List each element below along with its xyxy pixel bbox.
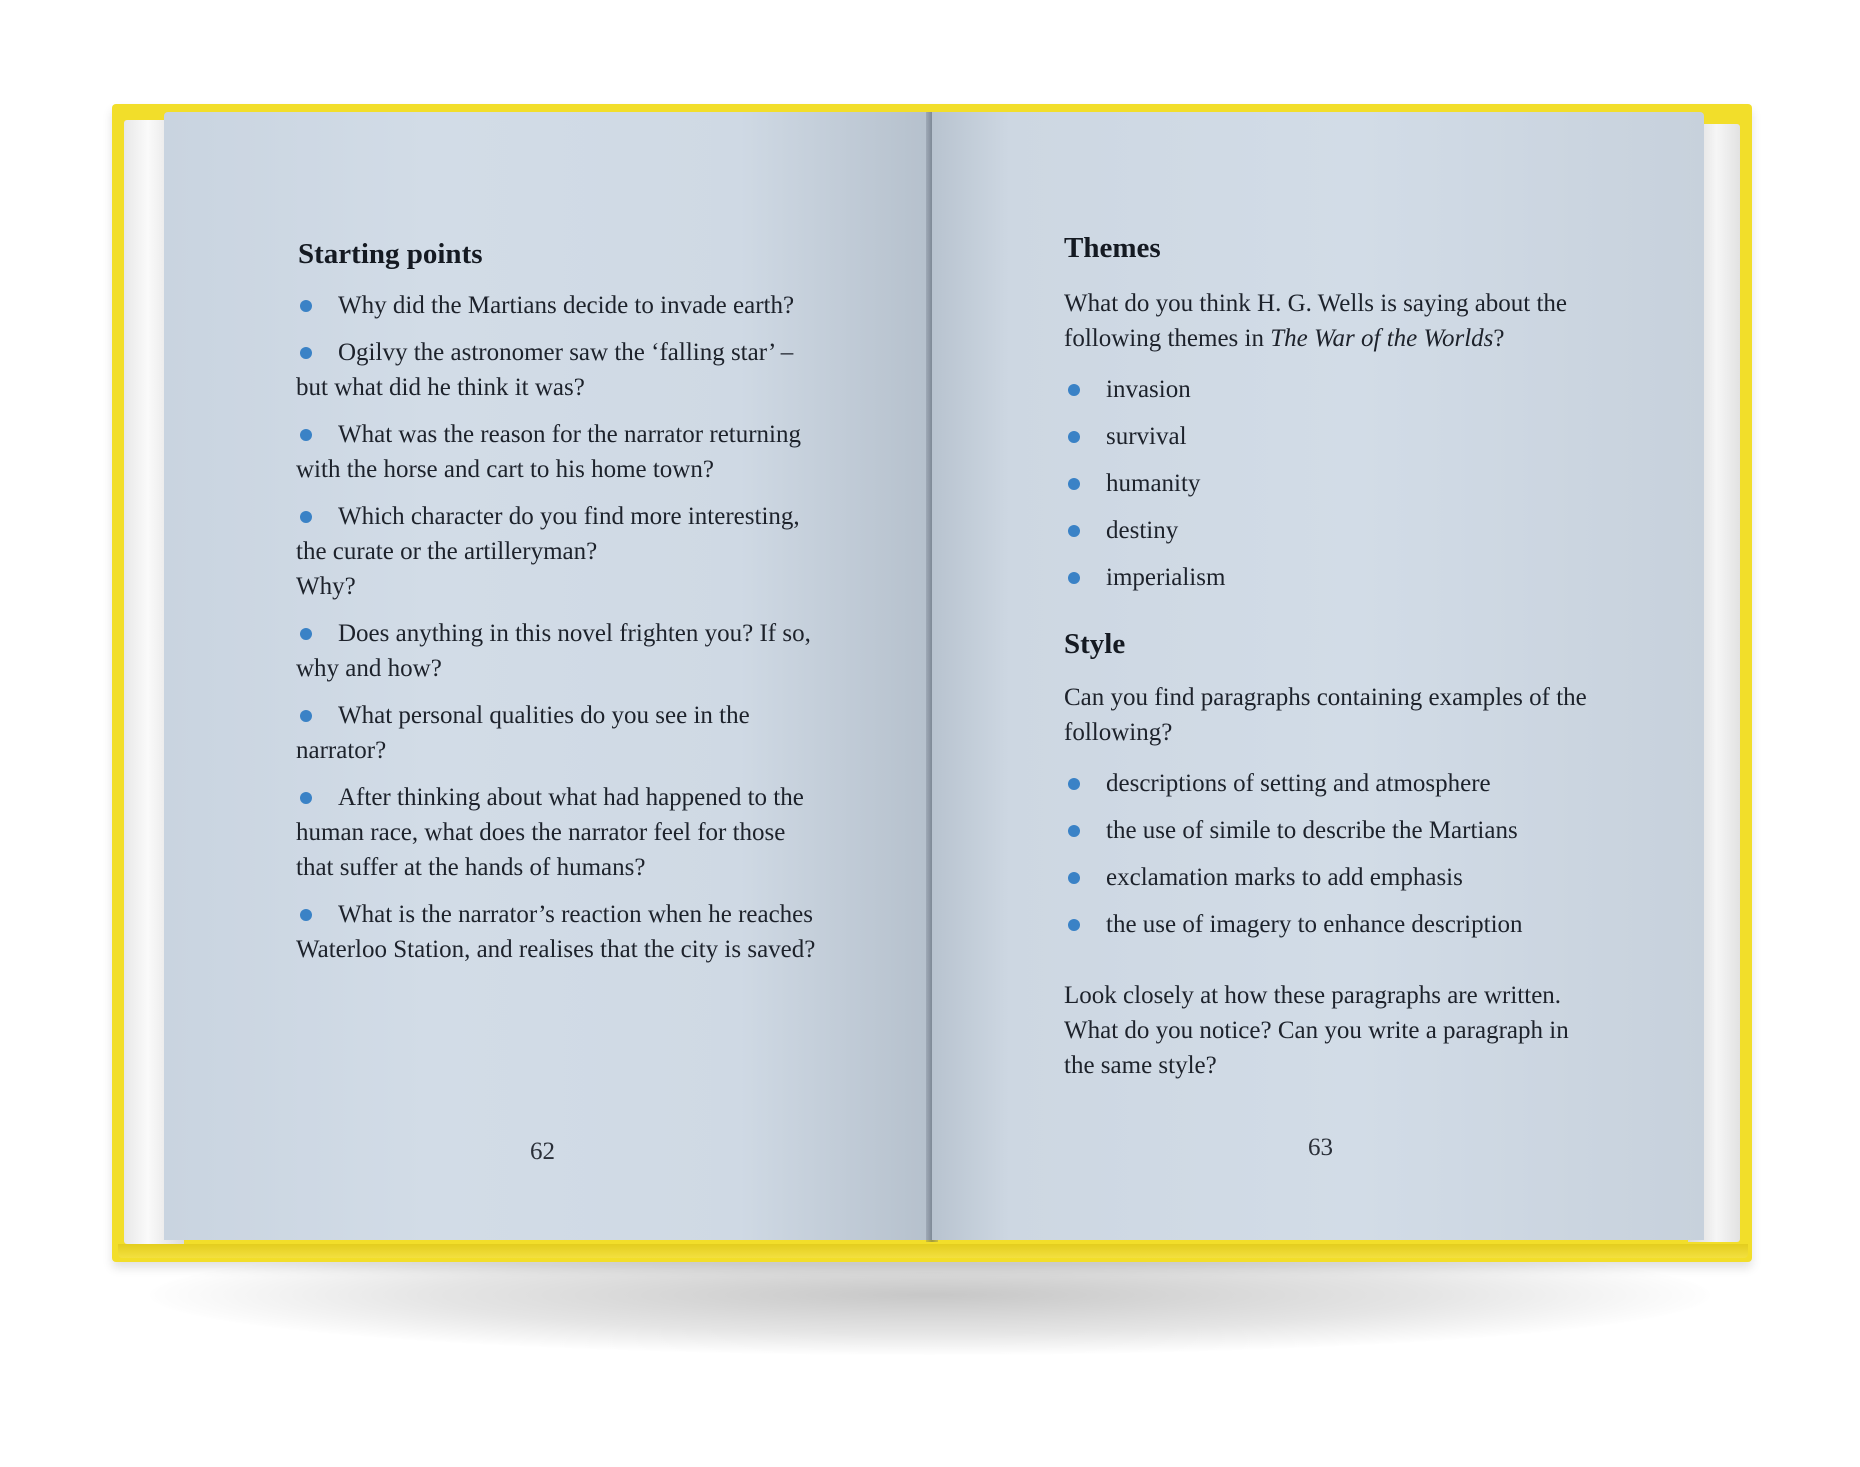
bullet-icon xyxy=(300,347,312,359)
style-list xyxy=(1064,766,1624,954)
style-item-text: the use of imagery to enhance description xyxy=(1106,911,1523,938)
theme-text: humanity xyxy=(1106,470,1201,497)
style-outro: Look closely at how these paragraphs are written. What do you notice? Can you write a paragraph in the same style? xyxy=(1064,982,1569,1079)
list-item xyxy=(1064,907,1624,942)
bullet-icon xyxy=(300,511,312,523)
list-item xyxy=(1064,466,1624,501)
bullet-icon xyxy=(1068,384,1080,396)
theme-text: imperialism xyxy=(1106,564,1226,591)
theme-text: survival xyxy=(1106,423,1187,450)
list-item xyxy=(296,335,824,405)
bullet-icon xyxy=(1068,525,1080,537)
style-intro: Can you find paragraphs containing examples of the following? xyxy=(1064,684,1587,746)
themes-heading: Themes xyxy=(1064,232,1161,264)
style-item-text: exclamation marks to add emphasis xyxy=(1106,864,1463,891)
style-item-text: descriptions of setting and atmosphere xyxy=(1106,770,1491,797)
list-item xyxy=(1064,372,1624,407)
question-text: What is the narrator’s reaction when he reaches Waterloo Station, and realises that the city is saved? xyxy=(296,901,816,963)
theme-text: destiny xyxy=(1106,517,1179,544)
themes-intro-text: What do you think H. G. Wells is saying about the following themes in xyxy=(1064,290,1568,352)
question-followup: Why? xyxy=(296,573,356,600)
list-item xyxy=(296,499,824,604)
theme-text: invasion xyxy=(1106,376,1191,403)
list-item xyxy=(296,616,824,686)
page-number-left: 62 xyxy=(530,1138,555,1165)
bullet-icon xyxy=(1068,478,1080,490)
question-text: Ogilvy the astronomer saw the ‘falling star’ – but what did he think it was? xyxy=(296,339,794,401)
themes-intro-end: ? xyxy=(1493,325,1505,352)
left-page xyxy=(164,112,932,1240)
list-item xyxy=(296,780,824,885)
list-item xyxy=(1064,860,1624,895)
list-item xyxy=(1064,766,1624,801)
right-page xyxy=(932,112,1704,1240)
list-item xyxy=(1064,419,1624,454)
bullet-icon xyxy=(300,628,312,640)
bullet-icon xyxy=(1068,572,1080,584)
question-text: After thinking about what had happened to the human race, what does the narrator feel for those that suffer at the hands of humans? xyxy=(296,784,804,881)
list-item xyxy=(1064,813,1624,848)
page-number-right: 63 xyxy=(1308,1134,1333,1161)
list-item xyxy=(296,897,824,967)
style-item-text: the use of simile to describe the Martians xyxy=(1106,817,1518,844)
list-item xyxy=(296,698,824,768)
themes-list xyxy=(1064,372,1624,607)
question-text: Does anything in this novel frighten you? If so, why and how? xyxy=(296,620,811,682)
bullet-icon xyxy=(1068,825,1080,837)
question-text: What was the reason for the narrator returning with the horse and cart to his home town? xyxy=(296,421,802,483)
bullet-icon xyxy=(300,909,312,921)
list-item xyxy=(1064,560,1624,595)
question-text: What personal qualities do you see in the narrator? xyxy=(296,702,750,764)
starting-points-list xyxy=(296,288,824,979)
themes-intro xyxy=(1064,286,1624,356)
question-text: Why did the Martians decide to invade earth? xyxy=(338,292,795,319)
list-item xyxy=(296,288,824,323)
book-title: The War of the Worlds xyxy=(1270,325,1494,352)
bullet-icon xyxy=(300,710,312,722)
bullet-icon xyxy=(300,792,312,804)
list-item xyxy=(296,417,824,487)
question-text: Which character do you find more interesting, the curate or the artilleryman? xyxy=(296,503,800,565)
bullet-icon xyxy=(1068,431,1080,443)
bullet-icon xyxy=(1068,919,1080,931)
bullet-icon xyxy=(1068,872,1080,884)
starting-points-heading: Starting points xyxy=(298,238,483,270)
list-item xyxy=(1064,513,1624,548)
style-heading: Style xyxy=(1064,628,1126,660)
cover-bottom-edge xyxy=(118,1244,1748,1258)
bullet-icon xyxy=(1068,778,1080,790)
bullet-icon xyxy=(300,429,312,441)
bullet-icon xyxy=(300,300,312,312)
